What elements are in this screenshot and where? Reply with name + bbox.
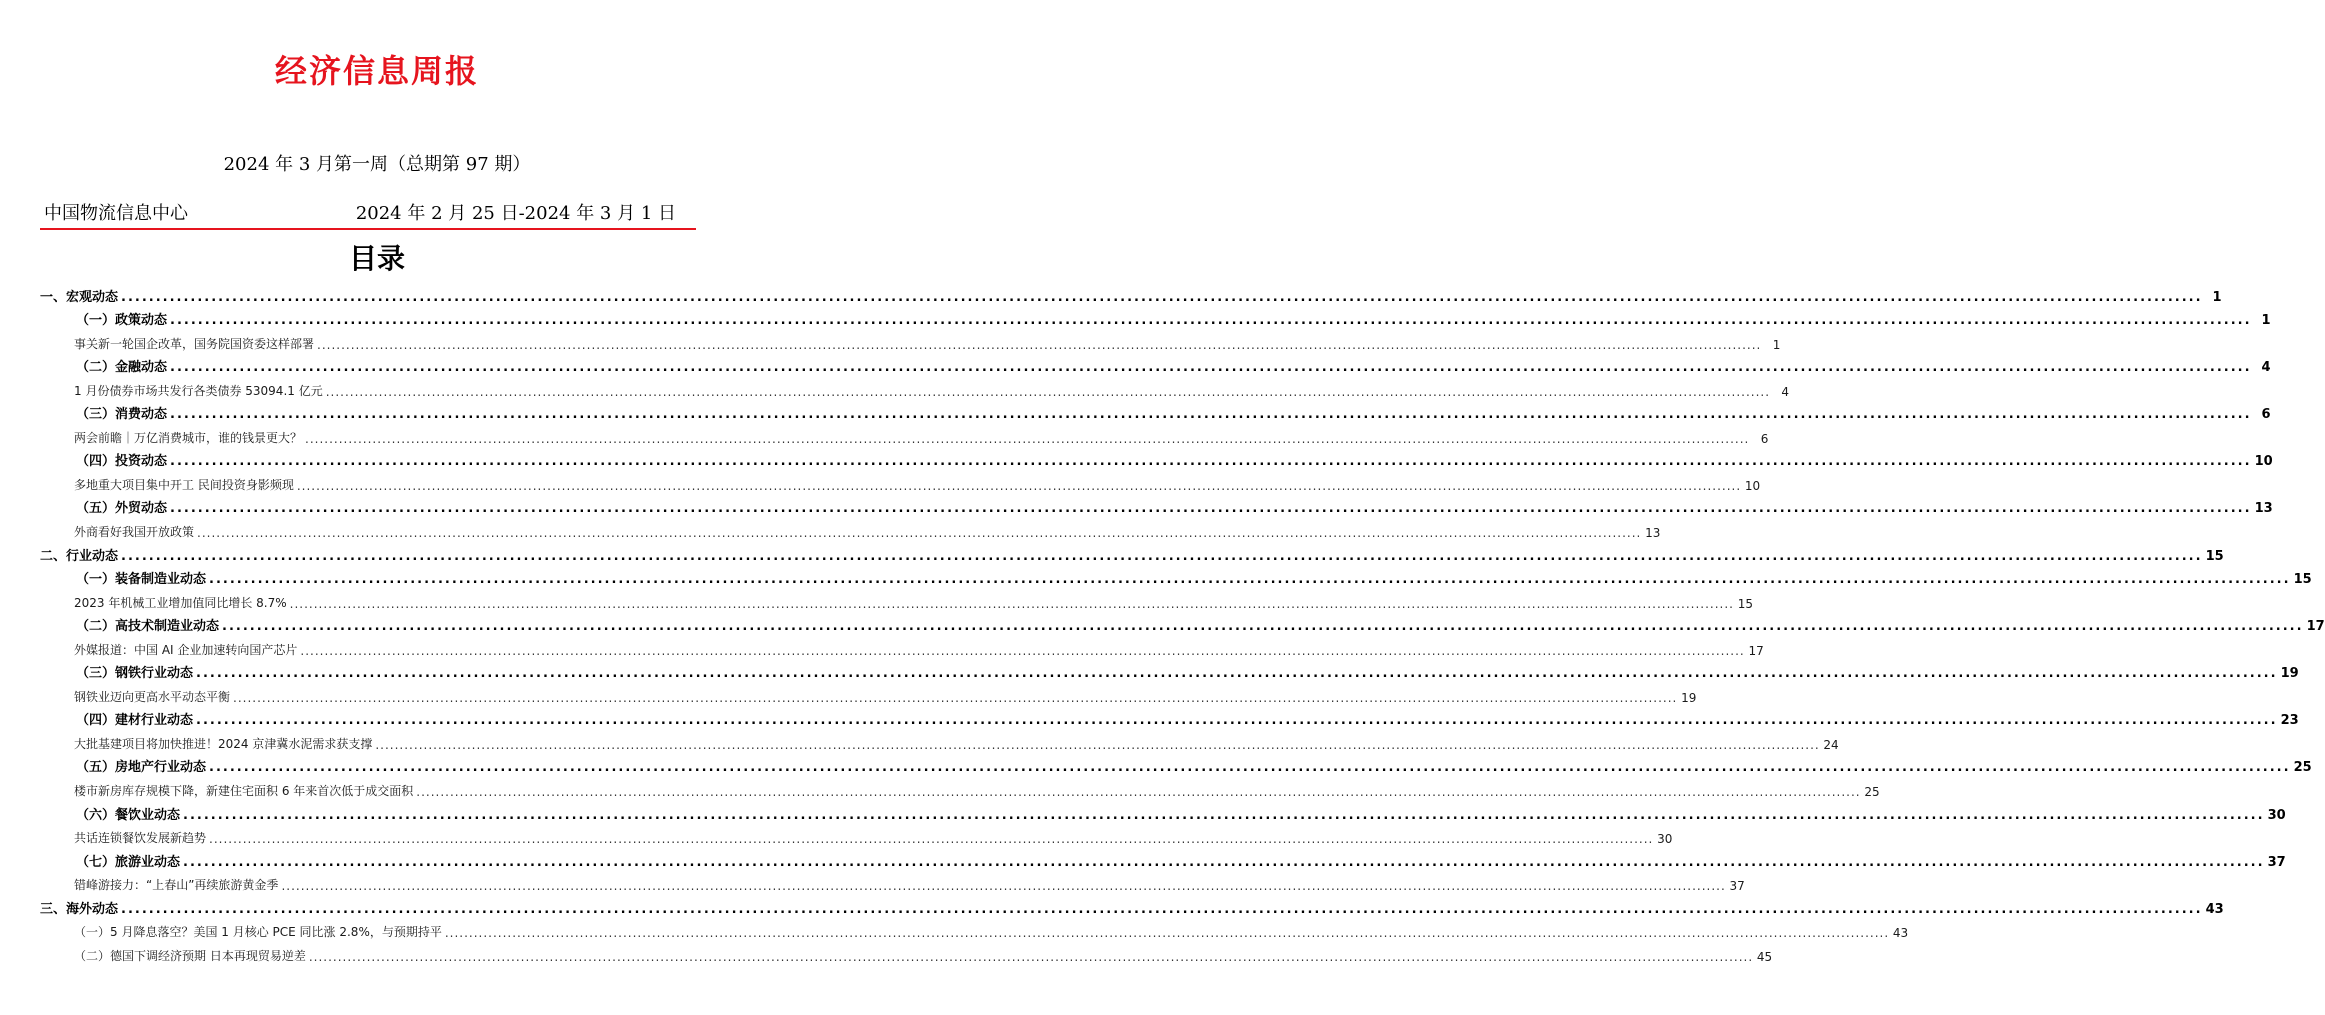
toc-entry[interactable] xyxy=(40,564,2312,588)
toc-entry[interactable] xyxy=(40,540,2224,564)
report-title: 经济信息周报 xyxy=(274,52,479,90)
toc-page-number: 19 xyxy=(1681,690,1697,705)
toc-entry-title: （二）高技术制造业动态 xyxy=(76,619,220,635)
toc-dot-leader: ............................................................................................................................................................................................................................................................................................................ xyxy=(170,313,2252,329)
toc-dot-leader: ............................................................................................................................................................................................................................................................................................................ xyxy=(121,289,2203,305)
toc-dot-leader: ............................................................................................................................................................................................................................................................................................................ xyxy=(183,854,2265,870)
toc-dot-leader: ............................................................................................................................................................................................................................................................................................................ xyxy=(170,360,2252,376)
toc-entry-title: （二）金融动态 xyxy=(76,360,168,376)
toc-entry[interactable] xyxy=(40,281,2222,305)
toc-dot-leader: ............................................................................................................................................................................................................................................................................................................ xyxy=(170,501,2252,517)
header-divider xyxy=(40,228,696,230)
toc-heading: 目录 xyxy=(348,242,405,275)
toc-entry-title: 钢铁业迈向更高水平动态平衡 xyxy=(74,689,231,704)
toc-entry[interactable] xyxy=(40,375,1790,399)
toc-entry-title: 事关新一轮国企改革，国务院国资委这样部署 xyxy=(74,336,315,351)
toc-dot-leader: ............................................................................................................................................................................................................................................................................................................ xyxy=(222,619,2304,635)
toc-entry-title: 两会前瞻｜万亿消费城市，谁的钱景更大？ xyxy=(74,430,303,445)
toc-entry[interactable] xyxy=(40,728,1839,752)
toc-dot-leader: ............................................................................................................................................................................................................................................................................................................ xyxy=(300,643,1745,658)
toc-dot-leader: ............................................................................................................................................................................................................................................................................................................ xyxy=(375,737,1820,752)
toc-entry-title: （五）房地产行业动态 xyxy=(76,760,207,776)
toc-entry-title: 一、宏观动态 xyxy=(40,289,119,305)
toc-entry[interactable] xyxy=(40,328,1781,352)
toc-entry[interactable] xyxy=(40,870,1745,894)
toc-dot-leader: ............................................................................................................................................................................................................................................................................................................ xyxy=(325,384,1771,399)
toc-page-number: 15 xyxy=(2205,548,2224,564)
toc-dot-leader: ............................................................................................................................................................................................................................................................................................................ xyxy=(209,572,2291,588)
toc-entry[interactable] xyxy=(40,893,2224,917)
toc-page-number: 37 xyxy=(1729,879,1745,894)
table-of-contents xyxy=(40,281,2325,964)
toc-entry-title: 外媒报道：中国 AI 企业加速转向国产芯片 xyxy=(74,642,298,657)
toc-entry-title: 多地重大项目集中开工 民间投资身影频现 xyxy=(74,477,294,492)
toc-page-number: 6 xyxy=(2261,407,2271,423)
toc-entry-title: （一）政策动态 xyxy=(76,313,168,329)
toc-dot-leader: ............................................................................................................................................................................................................................................................................................................ xyxy=(209,760,2291,776)
toc-page-number: 4 xyxy=(2261,360,2271,376)
toc-dot-leader: ............................................................................................................................................................................................................................................................................................................ xyxy=(183,807,2265,823)
toc-entry-title: （二）德国下调经济预期 日本再现贸易逆差 xyxy=(74,948,306,963)
toc-entry-title: 错峰游接力：“上春山”再续旅游黄金季 xyxy=(74,878,279,893)
toc-page-number: 30 xyxy=(2267,807,2286,823)
toc-entry[interactable] xyxy=(40,846,2286,870)
toc-page-number: 23 xyxy=(2280,713,2299,729)
toc-page-number: 6 xyxy=(1760,431,1769,446)
toc-page-number: 15 xyxy=(1737,596,1753,611)
toc-dot-leader: ............................................................................................................................................................................................................................................................................................................ xyxy=(289,596,1734,611)
toc-entry-title: 二、行业动态 xyxy=(40,548,119,564)
toc-dot-leader: ............................................................................................................................................................................................................................................................................................................ xyxy=(209,832,1654,847)
toc-page-number: 24 xyxy=(1823,737,1839,752)
organization-name: 中国物流信息中心 xyxy=(44,203,188,224)
toc-entry[interactable] xyxy=(40,799,2286,823)
toc-entry-title: （三）钢铁行业动态 xyxy=(76,666,194,682)
toc-dot-leader: ............................................................................................................................................................................................................................................................................................................ xyxy=(121,548,2203,564)
toc-entry[interactable] xyxy=(40,752,2312,776)
toc-entry[interactable] xyxy=(40,775,1880,800)
toc-dot-leader: ............................................................................................................................................................................................................................................................................................................ xyxy=(416,785,1861,800)
toc-page-number: 25 xyxy=(1864,785,1880,800)
toc-entry[interactable] xyxy=(40,940,1773,964)
toc-entry-title: （五）外贸动态 xyxy=(76,501,168,517)
toc-entry[interactable] xyxy=(40,446,2273,470)
toc-page-number: 13 xyxy=(2254,501,2273,517)
toc-entry-title: 外商看好我国开放政策 xyxy=(74,525,195,540)
toc-entry-title: （三）消费动态 xyxy=(76,407,168,423)
toc-dot-leader: ............................................................................................................................................................................................................................................................................................................ xyxy=(233,690,1678,705)
toc-page-number: 30 xyxy=(1657,832,1673,847)
toc-page-number: 43 xyxy=(1892,926,1909,941)
toc-dot-leader: ............................................................................................................................................................................................................................................................................................................ xyxy=(317,337,1762,352)
toc-entry[interactable] xyxy=(40,611,2325,635)
toc-entry[interactable] xyxy=(40,705,2299,729)
toc-entry[interactable] xyxy=(40,587,1753,611)
toc-entry[interactable] xyxy=(40,352,2271,376)
toc-dot-leader: ............................................................................................................................................................................................................................................................................................................ xyxy=(121,901,2203,917)
toc-entry-title: 1 月份债券市场共发行各类债券 53094.1 亿元 xyxy=(74,383,323,398)
toc-page-number: 4 xyxy=(1781,384,1790,399)
toc-entry[interactable] xyxy=(40,681,1697,705)
toc-dot-leader: ............................................................................................................................................................................................................................................................................................................ xyxy=(305,431,1750,446)
toc-page-number: 25 xyxy=(2293,760,2312,776)
toc-page-number: 10 xyxy=(1744,478,1761,493)
toc-page-number: 17 xyxy=(1748,643,1764,658)
toc-entry[interactable] xyxy=(40,493,2273,517)
toc-dot-leader: ............................................................................................................................................................................................................................................................................................................ xyxy=(170,407,2252,423)
toc-entry[interactable] xyxy=(40,823,1673,847)
toc-entry[interactable] xyxy=(40,516,1661,541)
toc-dot-leader: ............................................................................................................................................................................................................................................................................................................ xyxy=(308,949,1754,964)
toc-entry-title: 三、海外动态 xyxy=(40,901,119,917)
toc-entry[interactable] xyxy=(40,399,2271,423)
toc-entry-title: 楼市新房库存规模下降，新建住宅面积 6 年来首次低于成交面积 xyxy=(74,784,414,799)
toc-page-number: 10 xyxy=(2254,454,2273,470)
toc-dot-leader: ............................................................................................................................................................................................................................................................................................................ xyxy=(444,926,1890,941)
toc-page-number: 43 xyxy=(2205,901,2224,917)
toc-entry-title: （四）投资动态 xyxy=(76,454,168,470)
toc-entry[interactable] xyxy=(40,634,1764,658)
date-range: 2024 年 2 月 25 日-2024 年 3 月 1 日 xyxy=(355,203,676,224)
toc-entry[interactable] xyxy=(40,469,1761,493)
toc-entry[interactable] xyxy=(40,658,2299,682)
toc-page-number: 45 xyxy=(1756,949,1773,964)
toc-page-number: 17 xyxy=(2306,619,2325,635)
toc-entry[interactable] xyxy=(40,422,1769,446)
toc-dot-leader: ............................................................................................................................................................................................................................................................................................................ xyxy=(296,478,1742,493)
toc-dot-leader: ............................................................................................................................................................................................................................................................................................................ xyxy=(196,666,2278,682)
toc-entry-title: 2023 年机械工业增加值同比增长 8.7% xyxy=(74,595,287,610)
toc-dot-leader: ............................................................................................................................................................................................................................................................................................................ xyxy=(196,713,2278,729)
toc-page-number: 13 xyxy=(1645,526,1661,541)
toc-page-number: 37 xyxy=(2267,854,2286,870)
toc-entry-title: （六）餐饮业动态 xyxy=(76,807,181,823)
toc-page-number: 19 xyxy=(2280,666,2299,682)
issue-line: 2024 年 3 月第一周（总期第 97 期） xyxy=(223,154,531,175)
toc-page-number: 1 xyxy=(1772,337,1781,352)
toc-entry-title: （四）建材行业动态 xyxy=(76,713,194,729)
toc-entry-title: （一）5 月降息落空？美国 1 月核心 PCE 同比涨 2.8%，与预期持平 xyxy=(74,925,442,940)
toc-entry-title: 大批基建项目将加快推进！2024 京津冀水泥需求获支撑 xyxy=(74,736,373,751)
toc-page-number: 1 xyxy=(2261,313,2271,329)
toc-dot-leader: ............................................................................................................................................................................................................................................................................................................ xyxy=(170,454,2252,470)
toc-entry-title: （七）旅游业动态 xyxy=(76,854,181,870)
toc-entry-title: （一）装备制造业动态 xyxy=(76,572,207,588)
toc-entry[interactable] xyxy=(40,305,2271,329)
toc-dot-leader: ............................................................................................................................................................................................................................................................................................................ xyxy=(281,879,1726,894)
toc-entry[interactable] xyxy=(40,917,1909,941)
toc-dot-leader: ............................................................................................................................................................................................................................................................................................................ xyxy=(197,526,1642,541)
toc-entry-title: 共话连锁餐饮发展新趋势 xyxy=(74,831,207,846)
toc-page-number: 1 xyxy=(2212,289,2222,305)
toc-page-number: 15 xyxy=(2293,572,2312,588)
